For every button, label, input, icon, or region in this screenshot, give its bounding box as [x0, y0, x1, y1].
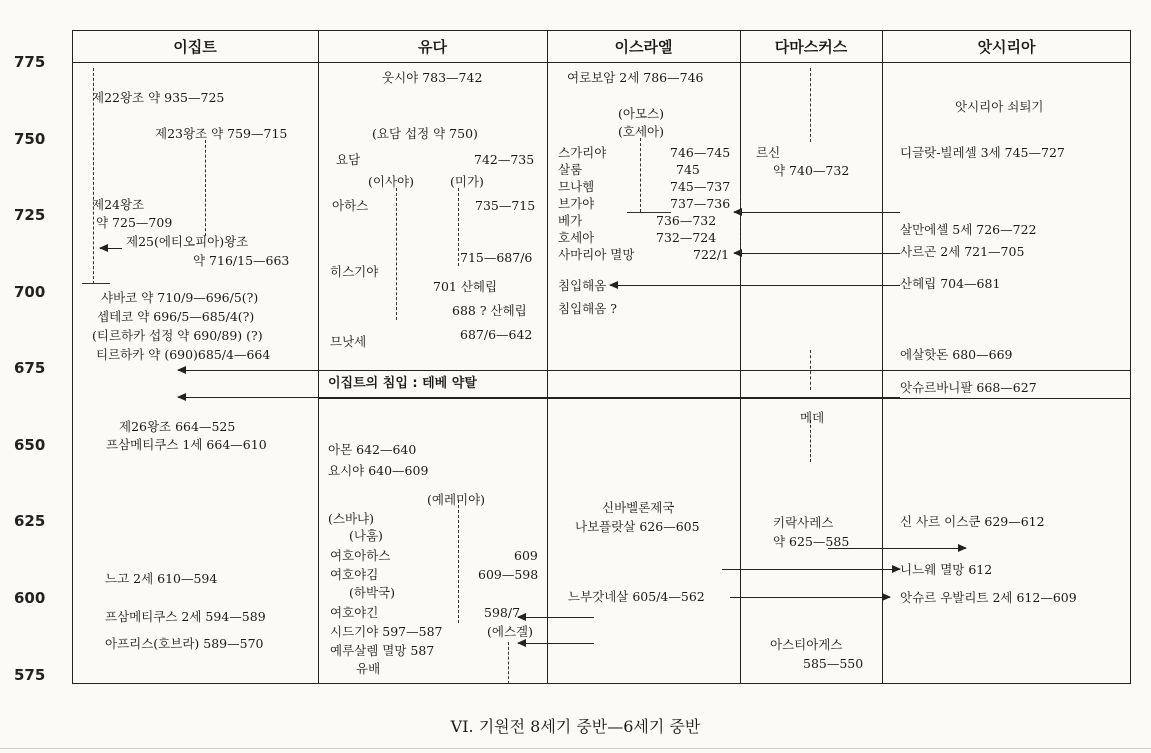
- judah-entry: 히스기야: [330, 264, 379, 279]
- assyria-entry: 사르곤 2세 721—705: [900, 244, 1025, 259]
- judah-entry: 아하스: [332, 198, 369, 213]
- egypt-entry: 샤바코 약 710/9—696/5(?): [101, 290, 259, 305]
- year-label: 575: [14, 666, 46, 684]
- column-divider: [318, 30, 319, 684]
- judah-entry: (에스겔): [487, 624, 533, 639]
- israel-king-name: 살룸: [558, 162, 583, 177]
- assyria-entry: 살만에셀 5세 726—722: [900, 222, 1037, 237]
- judah-entry: 715—687/6: [460, 250, 533, 265]
- judah-entry: 609—598: [478, 567, 539, 582]
- damascus-entry: 르신: [756, 145, 781, 160]
- egypt-entry: 약 716/15—663: [193, 253, 290, 268]
- year-label: 725: [14, 206, 46, 224]
- judah-entry: (미가): [450, 174, 484, 189]
- prophet-line-micah: [458, 188, 459, 266]
- judah-entry: 유배: [356, 661, 381, 676]
- assyria-entry: 산헤립 704—681: [900, 276, 1001, 291]
- damascus-entry: 585—550: [803, 656, 864, 671]
- egypt-entry: 제23왕조 약 759—715: [155, 126, 288, 141]
- assyria-entry: 앗슈르바니팔 668—627: [900, 380, 1037, 395]
- year-label: 700: [14, 283, 46, 301]
- egypt-entry: (티르하카 섭정 약 690/89) (?): [92, 328, 263, 343]
- judah-entry: 687/6—642: [460, 327, 533, 342]
- israel-entry: 침입해옴: [558, 278, 607, 293]
- israel-king-years: 745—737: [670, 179, 731, 194]
- year-label: 675: [14, 359, 46, 377]
- header-divider: [72, 62, 1131, 63]
- year-label: 650: [14, 436, 46, 454]
- israel-king-name: 스가리야: [558, 145, 607, 160]
- assyria-entry: 신 사르 이스쿤 629—612: [900, 514, 1045, 529]
- header-judah: 유다: [418, 37, 447, 56]
- mede-line: [810, 420, 811, 462]
- egypt-entry: 티르하카 약 (690)685/4—664: [96, 347, 271, 362]
- judah-entry: 므낫세: [330, 334, 367, 349]
- assyria-entry: 니느웨 멸망 612: [900, 562, 993, 577]
- israel-entry: 느부갓네살 605/4—562: [568, 589, 705, 604]
- egypt-entry: 제24왕조: [92, 197, 145, 212]
- israel-king-years: 745: [676, 162, 700, 177]
- israel-king-years: 722/1: [693, 247, 730, 262]
- judah-entry: 여호아하스: [330, 548, 391, 563]
- judah-entry: 웃시야 783—742: [382, 70, 483, 85]
- assyria-entry: 앗시리아 쇠퇴기: [955, 99, 1044, 114]
- judah-entry: 아몬 642—640: [328, 442, 417, 457]
- israel-entry: 침입해옴 ?: [558, 301, 617, 316]
- header-israel: 이스라엘: [614, 37, 673, 56]
- israel-king-years: 746—745: [670, 145, 731, 160]
- egypt-entry: 아프리스(호브라) 589—570: [105, 636, 264, 651]
- prophet-line-jeremiah: [458, 500, 459, 623]
- page-bottom-rule: [0, 748, 1151, 749]
- judah-entry: 여호야긴: [330, 605, 379, 620]
- egypt-entry: 제25(에티오피아)왕조: [126, 234, 249, 249]
- prophet-line-hosea: [640, 138, 641, 212]
- israel-king-name: 사마리아 멸망: [558, 247, 635, 262]
- israel-entry: (아모스): [618, 106, 664, 121]
- year-label: 600: [14, 589, 46, 607]
- column-divider: [882, 30, 883, 684]
- arrow-nebuchadnezzar-assyria: [730, 597, 890, 598]
- assyria-entry: 앗슈르 우발리트 2세 612—609: [900, 590, 1077, 605]
- judah-entry: 요담: [336, 152, 361, 167]
- israel-king-name: 브가야: [558, 196, 595, 211]
- figure-caption: VI. 기원전 8세기 중반—6세기 중반: [450, 717, 701, 736]
- judah-entry: 742—735: [474, 152, 535, 167]
- judah-entry: (나훔): [349, 528, 383, 543]
- israel-entry: (호세아): [618, 124, 664, 139]
- egypt-entry: 프삼메티쿠스 1세 664—610: [106, 437, 267, 452]
- prophet-line-isaiah: [396, 188, 397, 320]
- arrow-cyaxares-nineveh: [828, 548, 966, 549]
- egypt-entry: 프삼메티쿠스 2세 594—589: [105, 609, 266, 624]
- damascus-entry: 키락사레스: [773, 515, 834, 530]
- israel-entry: 여로보암 2세 786—746: [567, 70, 704, 85]
- judah-entry: (이사야): [368, 174, 414, 189]
- assyria-decline-line: [810, 68, 811, 142]
- egypt-entry: 제26왕조 664—525: [119, 419, 236, 434]
- damascus-entry: 약 740—732: [773, 163, 850, 178]
- judah-entry: 시드기야 597—587: [330, 624, 443, 639]
- judah-entry: 요시야 640—609: [328, 463, 429, 478]
- header-assyria: 앗시리아: [977, 37, 1036, 56]
- israel-king-name: 호세아: [558, 230, 595, 245]
- judah-entry: 609: [514, 548, 538, 563]
- judah-entry: (예레미야): [427, 492, 486, 507]
- damascus-divider-lower: [740, 408, 741, 684]
- year-label: 775: [14, 53, 46, 71]
- dynasty-end-mark: [82, 283, 110, 284]
- damascus-entry: 아스티아게스: [770, 637, 843, 652]
- year-label: 625: [14, 512, 46, 530]
- judah-entry: (하박국): [349, 585, 395, 600]
- egypt-invasion-band: 이집트의 침입 : 테베 약탈: [328, 376, 477, 391]
- header-egypt: 이집트: [173, 37, 217, 56]
- israel-king-years: 737—736: [670, 196, 731, 211]
- prophet-line-ezekiel: [508, 642, 509, 684]
- year-label: 750: [14, 130, 46, 148]
- arrow-babylon-judah-598: [518, 617, 594, 618]
- arrow-line: [100, 248, 122, 249]
- band-divider: [318, 398, 1131, 399]
- arrow-connector: [740, 195, 741, 253]
- judah-entry: 701 산헤립: [433, 279, 498, 294]
- arrow-babylon-judah-587: [518, 643, 594, 644]
- judah-entry: 735—715: [475, 198, 536, 213]
- dynasty-line: [205, 140, 206, 236]
- arrow-shalmaneser-israel: [734, 212, 900, 213]
- israel-king-years: 736—732: [656, 213, 717, 228]
- egypt-entry: 약 725—709: [96, 215, 173, 230]
- egypt-entry: 셉테코 약 696/5—685/4(?): [97, 309, 255, 324]
- assyria-entry: 디글랏-빌레셀 3세 745—727: [900, 145, 1065, 160]
- israel-king-name: 므나헴: [558, 179, 595, 194]
- arrow-ashurbanipal-egypt: [178, 397, 900, 398]
- arrow-sargon-samaria: [734, 253, 900, 254]
- egypt-entry: 제22왕조 약 935—725: [92, 90, 225, 105]
- israel-entry: 신바벨론제국: [602, 500, 675, 515]
- israel-king-years: 732—724: [656, 230, 717, 245]
- damascus-entry: 메데: [800, 410, 825, 425]
- header-damascus: 다마스커스: [774, 37, 848, 56]
- israel-entry: 나보플랏살 626—605: [575, 519, 700, 534]
- arrow-nineveh-fall: [722, 569, 900, 570]
- damascus-entry: 약 625—585: [773, 534, 850, 549]
- israel-king-name: 베가: [558, 213, 583, 228]
- judah-entry: (요담 섭정 약 750): [372, 126, 478, 141]
- judah-entry: (스바냐): [328, 511, 374, 526]
- egypt-entry: 느고 2세 610—594: [105, 571, 218, 586]
- column-divider: [547, 30, 548, 684]
- judah-entry: 예루살렘 멸망 587: [330, 643, 435, 658]
- judah-entry: 여호야김: [330, 567, 379, 582]
- arrow-sennacherib-invasion: [610, 285, 900, 286]
- arrow-assyria-egypt-invasion: [178, 370, 900, 371]
- judah-entry: 688 ? 산헤립: [452, 303, 527, 318]
- judah-entry: 598/7: [484, 605, 521, 620]
- assyria-entry: 에살핫돈 680—669: [900, 347, 1013, 362]
